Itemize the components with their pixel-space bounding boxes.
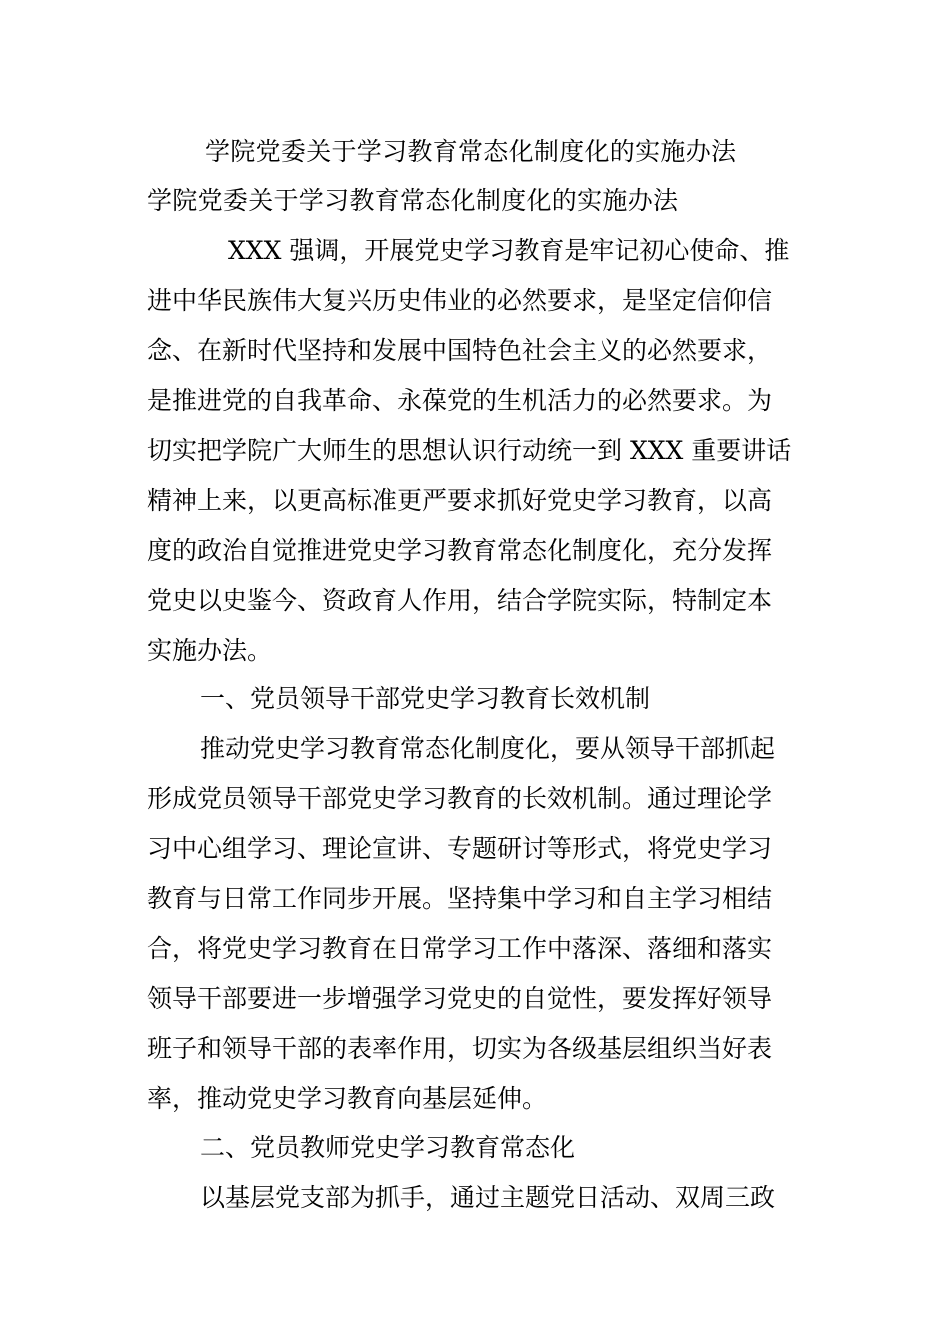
paragraph-line: XXX 强调，开展党史学习教育是牢记初心使命、推 <box>228 236 790 265</box>
paragraph-line: 是推进党的自我革命、永葆党的生机活力的必然要求。为 <box>147 386 773 415</box>
paragraph-line: 教育与日常工作同步开展。坚持集中学习和自主学习相结 <box>147 884 773 913</box>
paragraph-line: 进中华民族伟大复兴历史伟业的必然要求，是坚定信仰信 <box>147 286 773 315</box>
paragraph-line: 实施办法。 <box>147 636 273 665</box>
paragraph-line: 切实把学院广大师生的思想认识行动统一到 XXX 重要讲话 <box>147 436 792 465</box>
paragraph-line: 精神上来，以更高标准更严要求抓好党史学习教育，以高 <box>147 486 773 515</box>
document-title: 学院党委关于学习教育常态化制度化的实施办法 <box>205 137 737 166</box>
document-subtitle: 学院党委关于学习教育常态化制度化的实施办法 <box>147 186 679 215</box>
paragraph-line: 习中心组学习、理论宣讲、专题研讨等形式，将党史学习 <box>147 834 773 863</box>
paragraph-line: 形成党员领导干部党史学习教育的长效机制。通过理论学 <box>147 784 773 813</box>
paragraph-line: 以基层党支部为抓手，通过主题党日活动、双周三政 <box>200 1183 776 1212</box>
paragraph-line: 班子和领导干部的表率作用，切实为各级基层组织当好表 <box>147 1034 773 1063</box>
section-heading-1: 一、党员领导干部党史学习教育长效机制 <box>200 684 651 713</box>
paragraph-line: 念、在新时代坚持和发展中国特色社会主义的必然要求， <box>147 336 773 365</box>
paragraph-line: 率，推动党史学习教育向基层延伸。 <box>147 1084 548 1113</box>
paragraph-line: 度的政治自觉推进党史学习教育常态化制度化，充分发挥 <box>147 536 773 565</box>
paragraph-line: 领导干部要进一步增强学习党史的自觉性，要发挥好领导 <box>147 984 773 1013</box>
paragraph-line: 党史以史鉴今、资政育人作用，结合学院实际，特制定本 <box>147 586 773 615</box>
section-heading-2: 二、党员教师党史学习教育常态化 <box>200 1133 576 1162</box>
paragraph-line: 推动党史学习教育常态化制度化，要从领导干部抓起 <box>200 734 776 763</box>
paragraph-line: 合，将党史学习教育在日常学习工作中落深、落细和落实 <box>147 934 773 963</box>
